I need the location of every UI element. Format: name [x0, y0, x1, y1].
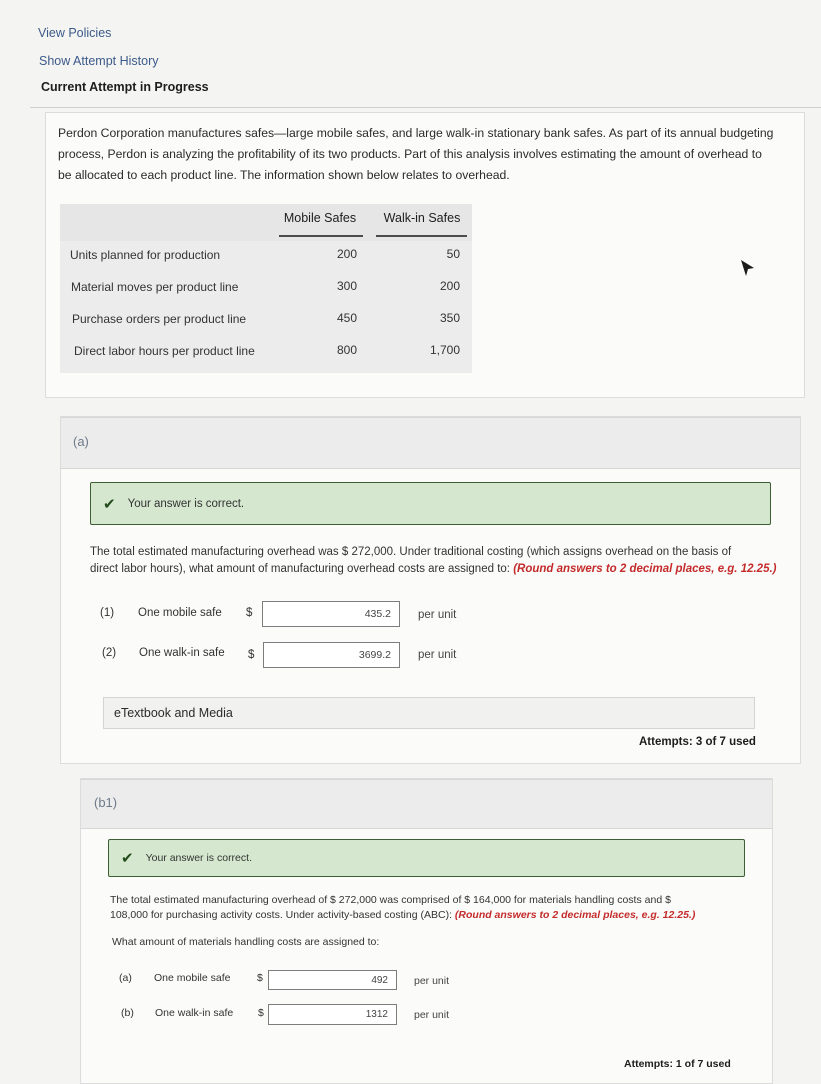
answer-input-mobile-safe[interactable]: 492	[268, 970, 397, 990]
answer-label-walkin: One walk-in safe	[139, 647, 225, 659]
part-b1-label: (b1)	[94, 795, 118, 810]
table-row-label: Material moves per product line	[71, 280, 239, 294]
mouse-pointer-icon	[738, 258, 756, 285]
part-b1-feedback	[108, 839, 745, 877]
question-text: 108,000 for purchasing activity costs. Under activity-based costing (ABC):	[110, 909, 455, 921]
problem-intro	[58, 123, 798, 186]
table-cell-mobile: 200	[336, 247, 357, 261]
show-attempt-history-link[interactable]: Show Attempt History	[39, 54, 159, 68]
checkmark-icon: ✔	[121, 850, 134, 867]
table-cell-mobile: 800	[336, 343, 357, 357]
table-cell-mobile: 300	[336, 279, 357, 293]
answer-number: (2)	[102, 647, 117, 659]
column-underline-mobile	[279, 235, 363, 237]
table-cell-walkin: 200	[439, 279, 460, 293]
rounding-hint: (Round answers to 2 decimal places, e.g. 12.25.)	[454, 909, 696, 921]
question-line-2	[110, 908, 770, 923]
answer-input-mobile-safe[interactable]: 435.2	[262, 601, 400, 627]
answer-input-walkin-safe[interactable]: 1312	[268, 1004, 397, 1025]
table-cell-walkin: 1,700	[429, 343, 460, 357]
table-cell-mobile: 450	[336, 311, 357, 325]
answer-label-walkin: One walk-in safe	[155, 1007, 234, 1019]
attempts-counter: Attempts: 1 of 7 used	[624, 1058, 731, 1070]
feedback-text: Your answer is correct.	[145, 852, 252, 864]
column-header-walkin: Walk-in Safes	[383, 211, 461, 225]
unit-label: per unit	[418, 649, 457, 661]
currency-symbol: $	[248, 649, 255, 661]
question-line-1: The total estimated manufacturing overhead of $ 272,000 was comprised of $ 164,000 for materials handling costs and $	[110, 894, 671, 906]
part-b1-header	[81, 779, 772, 829]
answer-input-walkin-safe[interactable]: 3699.2	[263, 642, 400, 668]
table-row-label: Direct labor hours per product line	[74, 344, 255, 358]
current-attempt-label: Current Attempt in Progress	[41, 80, 209, 94]
currency-symbol: $	[258, 1007, 264, 1019]
etextbook-media-toggle[interactable]: eTextbook and Media	[103, 697, 755, 729]
table-row-label: Purchase orders per product line	[72, 312, 247, 326]
intro-line-2: process, Perdon is analyzing the profitability of its two products. Part of this analysis involves estimating the amount of overhead to	[58, 147, 762, 161]
question-text: direct labor hours), what amount of manufacturing overhead costs are assigned to:	[90, 563, 514, 575]
header-divider	[30, 107, 821, 108]
answer-label-mobile: One mobile safe	[138, 607, 222, 619]
table-cell-walkin: 350	[439, 311, 460, 325]
part-b1-question	[110, 893, 770, 923]
intro-line-1: Perdon Corporation manufactures safes—large mobile safes, and large walk-in stationary bank safes. As part of its annual budgeting	[58, 126, 774, 140]
part-a-header	[61, 417, 800, 469]
attempts-counter: Attempts: 3 of 7 used	[639, 736, 756, 748]
question-line-1: The total estimated manufacturing overhead was $ 272,000. Under traditional costing (which assigns overhead on the basis of	[90, 546, 732, 558]
view-policies-link[interactable]: View Policies	[38, 26, 112, 40]
currency-symbol: $	[246, 607, 253, 619]
rounding-hint: (Round answers to 2 decimal places, e.g. 12.25.)	[513, 563, 777, 575]
intro-line-3: be allocated to each product line. The information shown below relates to overhead.	[58, 168, 510, 182]
answer-label-mobile: One mobile safe	[154, 972, 231, 984]
table-row-label: Units planned for production	[70, 248, 221, 262]
column-header-mobile: Mobile Safes	[283, 211, 357, 225]
table-cell-walkin: 50	[446, 247, 460, 261]
answer-number: (a)	[119, 972, 132, 984]
answer-number: (b)	[121, 1007, 134, 1019]
unit-label: per unit	[418, 609, 457, 621]
part-a-feedback	[90, 482, 771, 525]
part-a-question	[90, 544, 790, 578]
part-a-label: (a)	[73, 434, 89, 449]
currency-symbol: $	[257, 972, 263, 984]
feedback-text: Your answer is correct.	[127, 497, 245, 510]
column-underline-walkin	[376, 235, 467, 237]
checkmark-icon: ✔	[103, 495, 116, 513]
unit-label: per unit	[414, 975, 450, 987]
answer-number: (1)	[100, 607, 115, 619]
sub-question: What amount of materials handling costs are assigned to:	[112, 936, 380, 948]
question-line-2	[90, 561, 790, 578]
unit-label: per unit	[414, 1009, 450, 1021]
